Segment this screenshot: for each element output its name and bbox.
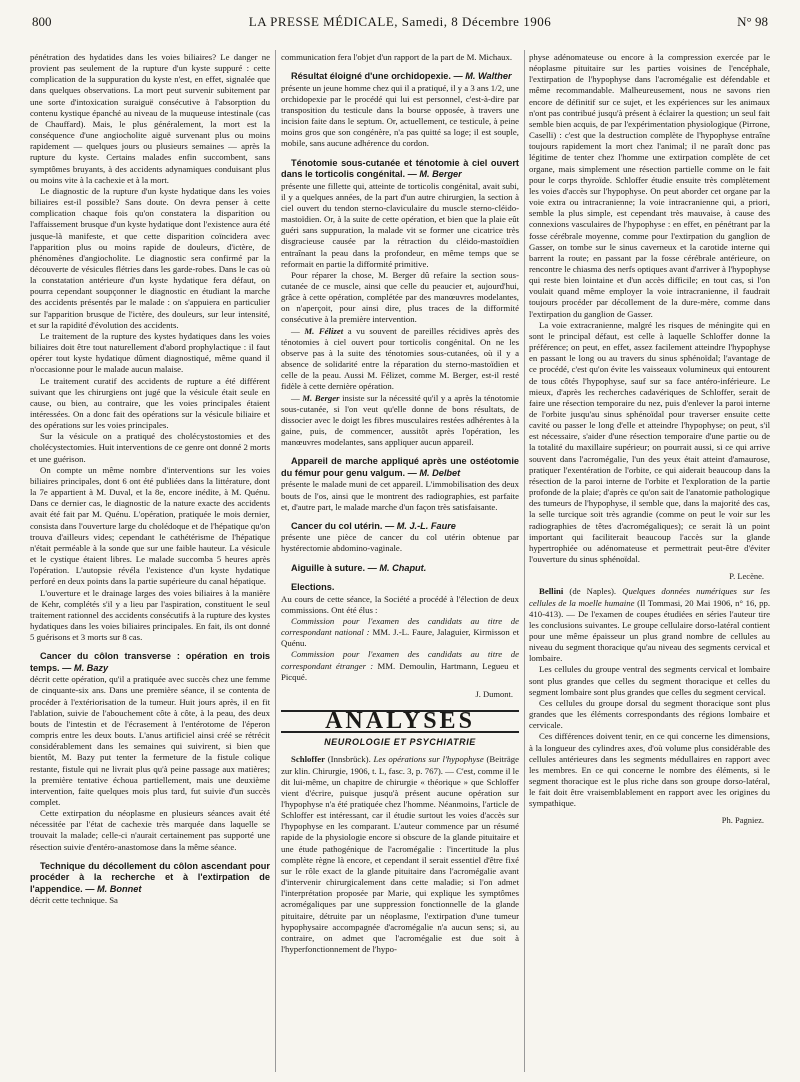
- paragraph: Pour réparer la chose, M. Berger dû refaire la section sous-cutanée de ce muscle, ainsi que celle du peaucier et, aujourd'hui, grâce à cette opération, complétée par des manœuvres modelantes, on n'aperçoit, pour ainsi dire, plus traces de la difformité consécutive à la première intervention.: [281, 269, 519, 325]
- section-author: M. Chaput.: [379, 562, 427, 573]
- section-title: Elections.: [291, 582, 335, 593]
- issue-number: N° 98: [737, 14, 768, 29]
- review-entry: [281, 754, 519, 955]
- review-author: Schloffer: [291, 754, 326, 765]
- review-entry: [529, 586, 770, 664]
- page-header: [30, 14, 770, 36]
- review-title: Quelques données numériques sur les cellules de la moelle humaine: [529, 586, 770, 608]
- section-heading: Cancer du col utérin. — M. J.-L. Faure: [291, 520, 456, 531]
- column-left: [30, 52, 270, 1072]
- section-title: Technique du décollement du côlon ascendant pour procéder à la recherche et à l'extirpation de l'appendice.: [30, 860, 270, 894]
- section-heading: Aiguille à suture. — M. Chaput.: [291, 562, 427, 573]
- section-heading: Ténotomie sous-cutanée et ténotomie à ciel ouvert dans le torticolis congénital. — M. Berger: [281, 157, 519, 180]
- section-text: Au cours de cette séance, la Société a procédé à l'élection de deux commissions. Ont été élus :: [281, 593, 519, 615]
- section-heading: Cancer du côlon transverse : opération en trois temps. — M. Bazy: [30, 651, 270, 673]
- section-text: présente le malade muni de cet appareil. L'immobilisation des deux bouts de l'os, ainsi que le montrent des radiographies, est parfaite et, d'autre part, le malade marche d'un façon très satisfaisante.: [281, 479, 519, 512]
- section-title: Appareil de marche appliqué après une ostéotomie du fémur pour genu valgum.: [281, 456, 519, 478]
- page-number: 800: [32, 14, 52, 29]
- section-author: M. Berger: [302, 392, 340, 403]
- election-entry: [281, 616, 519, 649]
- paragraph: communication fera l'objet d'un rapport de la part de M. Michaux.: [281, 52, 513, 62]
- review-reference: (Beiträge zur klin. Chirurgie, 1906, t. L, fasc. 3, p. 767).: [281, 754, 519, 776]
- paragraph: pénétration des hydatides dans les voies biliaires? Le danger ne provient pas seulement de la rupture d'un kyste suppuré : cette complication de la suppuration du kyste n'est, en effet, signalée que dans quelques observations. La mort peut survenir subitement par une sorte d'intoxication suraiguë consécutive à l'absorption du contenu kystique épanché au niveau de la muqueuse intestinale (cas de Chauffard). Mais, le plus généralement, la mort est la conséquence d'une angiocholite aiguë survenant plus ou moins rapidement — quelques jours ou plusieurs semaines — après la rupture du kyste. Certains malades enfin succombent, sans symptômes bruyants, à des accidents adynamiques conduisant plus ou moins vite à la cachexie et à la mort.: [30, 52, 270, 185]
- paragraph: Les cellules du groupe ventral des segments cervical et lombaire sont plus grandes que celles du segment thoracique et celles du segment lombaire sont plus grandes que celles du segment cervical.: [529, 664, 770, 697]
- review-reference: (Il Tommasi, 20 Mai 1906, n° 16, pp. 410-413).: [529, 597, 770, 619]
- review-place: (de Naples).: [569, 586, 617, 597]
- paragraph: Cette extirpation du néoplasme en plusieurs séances avait été nécessitée par l'état de cachexie très marquée dans laquelle se trouvait la malade; celle-ci n'aurait certainement pas supporté une résection suivie d'entéro-anastomose dans la même séance.: [30, 808, 270, 852]
- paragraph: On compte un même nombre d'interventions sur les voies biliaires principales, dont 6 ont été publiées dans la littérature, dont la 7e appartient à M. Duval, et la 8e, encore inédite, à M. Quénu. Dans ce dernier cas, le diagnostic de la nature exacte des accidents avait été fait par M. Quénu. L'opération, pratiquée le mois dernier, consista dans l'ouverture large du cholédoque et de l'hépatique qu'on trouva d'ailleurs vides; cependant le cathétérisme de l'hépatique n'était perméable à la sonde que sur une faible hauteur. La vésicule et le cystique étaient libres. Le malade succomba 5 heures après l'opération. L'autopsie révéla l'existence d'un kyste hydatique perforé en deux points dans la partie supérieure du canal hépatique.: [30, 464, 270, 587]
- paragraph: La voie extracranienne, malgré les risques de méningite qui en sont le principal défaut, est celle à laquelle Schloffer donne la préférence; on peut, en effet, assez facilement atteindre l'hypophyse en passant le long ou au travers du sinus sphénoïdal; l'avantage de ce procédé, c'est qu'on évite les vaisseaux volumineux qui entourent de tous côtés l'hypophyse, sauf sur sa face antéro-inférieure. Le mieux, d'après les recherches cadavériques de Schloffer, serait de faire une résection temporaire du nez, puis d'enlever la paroi interne de l'orbite jusqu'au sinus sphénoïdal pour traverser ensuite cette cavité ou passer le long d'elle et atteindre l'hypophyse; on peut, s'il est nécessaire, s'aider d'une résection temporaire d'une partie ou de la totalité du maxillaire supérieur; on pourrait aussi, si ce qui arrive souvent dans l'acromégalie, l'un des yeux était atteint d'amaurose, pratiquer l'exentération de l'orbite, ce qui aiderait beaucoup dans la résection de la paroi interne de l'orbite et l'exploration de la partie profonde de la plaie; d'après ce qu'on sait de l'anatomie pathologique des tumeurs de l'hypophyse, il semble que, dans la majorité des cas, la selle turcique soit très agrandie (comme on peut le voir sur les radiographies de têtes d'acromégaliques); ce serait là un point important qui faciliterait beaucoup l'accès sur la glande hypertrophiée ou adénomateuse et permettrait peut-être d'éviter l'ouverture du sinus sphénoïdal.: [529, 319, 770, 565]
- review-text: — C'est, comme il le dit lui-même, un chapitre de chirurgie « théorique » que Schloffer vient d'écrire, puisque jusqu'à présent aucune opération sur l'hypophyse n'a été pratiquée chez l'homme. Néanmoins, l'article de Schloffer est intéressant, car il étudie surtout les voies d'accès sur l'hypophyse en les comparant. L'auteur commence par un résumé rapide de la physiologie encore si obscure de la glande pituitaire et une étude pathogénique de l'acromégalie : l'incertitude la plus complète règne là encore, et cependant il serait essentiel d'être fixé sur le rôle exact de la glande pituitaire dans l'acromégalie avant d'intervenir chirurgicalement dans cette maladie; si l'on admet l'interprétation proposée par Marie, qui explique les symptômes acromégaliques par une suppression fonctionnelle de la glande pituitaire, détruite par un néoplasme, l'extirpation d'une tumeur hypophysaire accompagnée d'acromégalie n'a aucun sens; si, au contraire, on admet que l'acromégalie est due soit à l'hyperfonctionnement de l'hypo-: [281, 765, 519, 954]
- section-heading: Technique du décollement du côlon ascendant pour procéder à la recherche et à l'extirpation de l'appendice. — M. Bonnet: [30, 860, 270, 894]
- paragraph: Le traitement de la rupture des kystes hydatiques dans les voies biliaires doit être tout naturellement d'abord prophylactique : il faut opérer tout kyste hydatique dûment diagnostiqué, même quand il n'occasionne pour le malade aucun malaise.: [30, 330, 270, 375]
- signature: J. Dumont.: [475, 688, 513, 699]
- section-author: M. J.-L. Faure: [396, 520, 456, 531]
- section-text: décrit cette opération, qu'il a pratiquée avec succès chez une femme de cinquante-six ans. Dans une première séance, il se contenta de procéder à l'extériorisation de la tumeur. Huit jours après, il en fit l'ablation, suivie de l'abouchement côte à côte, à la peau, des deux bouts de l'intestin et de l'écrasement à l'entérotome de l'éperon compris entre les deux bouts. L'anus artificiel ainsi créé se rétrécit considérablement dans les semaines qui suivirent, si bien que bientôt, M. Bazy put tenter la fermeture de la fistule colique restante, fistule qui ne livrait plus qu'à peine passage aux matières; la première tentative échoua partiellement, mais une deuxième intervention, faite quelques mois plus tard, fut suivie d'un succès complet.: [30, 674, 270, 807]
- review-title: Les opérations sur l'hypophyse: [373, 754, 484, 765]
- section-author: M. Walther: [465, 71, 512, 82]
- paragraph: physe adénomateuse ou encore à la compression exercée par le néoplasme pituitaire sur les parties voisines de l'encéphale, l'extirpation de l'hypophyse dans l'acromégalie est défendable et même recommandable. Malheureusement, nous ne savons rien encore de définitif sur ce sujet, et les expériences sur les animaux n'ont pas contribué jusqu'à présent à éclairer la question; un seul fait semble bien acquis, de par l'expérimentation physiologique (Pirrone, Caselli) : c'est que la destruction complète de l'hypophyse entraîne toujours rapidement la mort chez l'animal; il ne paraît donc pas légitime de tenter chez l'homme une extirpation complète de cet organe, mais simplement une résection partielle comme on le fait pour le corps thyroïde. Schloffer étudie ensuite très complètement les voies d'accès sur l'hypophyse. On peut aborder cet organe par la voie extra ou intracranienne; la voie intracranienne qui, a priori, semble la plus simple, est cependant très mauvaise, à cause des connexions vasculaires de l'hypophyse : en effet, en pénétrant par la fosse cérébrale moyenne, comme pour l'extirpation du ganglion de Gasser, on tombe sur le sinus caverneux et la carotide interne qui barrent la route; en passant par la fosse cérébrale antérieure, on rencontre le chiasma des nerfs optiques avant d'arriver à l'hypophyse qui reste bien lointaine et d'un accès difficile; en tout cas, si l'on voulait quand même employer la voie intracranienne, il faudrait toujours procéder par décollement de la dure-mère, comme dans l'extirpation du ganglion de Gasser.: [529, 52, 770, 319]
- journal-title: LA PRESSE MÉDICALE, Samedi, 8 Décembre 1906: [248, 14, 552, 29]
- paragraph: Ces cellules du groupe dorsal du segment thoracique sont plus grandes que les éléments correspondants des régions lombaire et cervicale.: [529, 697, 770, 731]
- section-title: Ténotomie sous-cutanée et ténotomie à ciel ouvert dans le torticolis congénital.: [281, 157, 519, 180]
- column-right: [529, 52, 770, 1072]
- signature: P. Lecène.: [729, 571, 764, 582]
- section-author: M. Bazy: [73, 662, 109, 673]
- paragraph: Sur la vésicule on a pratiqué des cholécystostomies et des cholécystectomies. Huit interventions de ce genre ont donné 2 morts et une guérison.: [30, 431, 270, 464]
- column-middle: [281, 52, 519, 1072]
- paragraph: Le diagnostic de la rupture d'un kyste hydatique dans les voies biliaires est-il possible? Sans doute. On devra penser à cette complication chaque fois qu'on constatera la disparition ou l'affaissement brusque d'un kyste hydatique dont l'existence aura été jusque-là manifeste, et que cette disparition coïncidera avec l'apparition plus ou moins rapide de douleurs, d'ictère, de phénomènes d'angiocholite. Le diagnostic sera confirmé par la découverte de vésicules flétries dans les garde-robes. Dans le cas où la constatation antérieure d'un kyste hydatique fera défaut, on pourra cependant soupçonner le diagnostic en étudiant la marche des accidents présentés par le malade : on s'appuiera en particulier sur l'apparition brusque de l'ictère, des douleurs, sur leur intensité, et sur la rapidité d'évolution des accidents.: [30, 185, 270, 330]
- column-rule: [275, 50, 276, 1072]
- section-title: Résultat éloigné d'une orchidopexie.: [291, 71, 451, 82]
- review-text: — De l'examen de coupes étudiées en séries l'auteur tire les conclusions suivantes. Le groupe cellulaire dorso-latéral contient pour une même épaisseur un plus grand nombre de cellules au niveau du segment thoracique qu'au niveau des segments cervical et lombaire.: [529, 608, 770, 664]
- section-text: a vu souvent de pareilles récidives après des ténotomies à ciel ouvert pour torticolis congénital. On ne les observe pas à la suite des ténotomies sous-cutanées, où il y a absence de solidarité entre la réparation du sterno-mastoïdien et celle de la peau. Aussi M. Félizet, comme M. Berger, est-il resté fidèle à cette dernière opération.: [281, 325, 519, 392]
- section-title: Cancer du côlon transverse : opération en trois temps.: [30, 651, 270, 673]
- section-heading: Appareil de marche appliqué après une ostéotomie du fémur pour genu valgum. — M. Delbet: [281, 456, 519, 478]
- election-names: MM. J.-L. Faure, Jalaguier, Kirmisson et Quénu.: [281, 627, 519, 649]
- review-place: (Innsbrück).: [327, 754, 371, 765]
- section-author: M. Berger: [419, 169, 462, 180]
- section-heading: [281, 582, 519, 594]
- section-heading: Résultat éloigné d'une orchidopexie. — M. Walther: [291, 71, 512, 82]
- election-entry: [281, 649, 519, 682]
- election-names: MM. Demoulin, Hartmann, Legueu et Picqué.: [281, 660, 519, 682]
- section-text: présente une pièce de cancer du col utérin obtenue par hystérectomie abdomino-vaginale.: [281, 532, 519, 554]
- section-author: M. Delbet: [419, 467, 461, 478]
- analyses-banner: ANALYSES: [281, 710, 519, 733]
- paragraph: — M. Félizet a vu souvent de pareilles récidives après des ténotomies à ciel ouvert pour torticolis congénital. On ne les observe pas à la suite des ténotomies sous-cutanées, où il y a absence de solidarité entre la réparation du sterno-mastoïdien et celle de la peau. Aussi M. Félizet, comme M. Berger, est-il resté fidèle à cette dernière opération.: [281, 325, 519, 392]
- paragraph: L'ouverture et le drainage larges des voies biliaires à la manière de Kehr, complétés s'il y a lieu par l'aspiration, constituent le seul traitement rationnel des accidents consécutifs à la rupture des kystes hydatiques dans les voies biliaires principales. En fait, ils ont donné 5 guérisons et 3 morts sur 8 cas.: [30, 587, 270, 643]
- election-label: Commission pour l'examen des candidats au titre de correspondant étranger :: [281, 649, 519, 671]
- paragraph: — M. Berger insiste sur la nécessité qu'il y a après la ténotomie sous-cutanée, si l'on veut qu'elle donne de bons résultats, de dissocier avec le doigt les fibres musculaires restées adhérentes à la gaine, puis, de commencer, aussitôt après l'opération, les manœuvres modelantes, sans appliquer aucun appareil.: [281, 392, 519, 448]
- paragraph: Ces différences doivent tenir, en ce qui concerne les dimensions, à la longueur des cylindres axes, d'où volume plus considérable des cellules antérieures dans les segments médullaires en rapport avec les membres. En ce qui concerne le nombre des éléments, si le segment thoracique est le plus riche dans son groupe dorso-latéral, le fait doit être vraisemblablement en rapport avec les origines du sympathique.: [529, 731, 770, 809]
- election-label: Commission pour l'examen des candidats au titre de correspondant national :: [281, 615, 519, 638]
- section-author: M. Bonnet: [97, 883, 142, 894]
- section-text: présente une fillette qui, atteinte de torticolis congénital, avait subi, il y a quelques années, de la part d'un autre chirurgien, la section à ciel ouvert du tendon sterno-claviculaire du muscle sterno-cléido-mastoïdien. Or, à la suite de cette opération, et bien que la plaie eût guéri sans suppuration, la malade vit se former une cicatrice très disgracieuse causée par la rétraction du cléido-mastoïdien entraînant la peau dans la profondeur, en même temps que se reformait en partie la difformité primitive.: [281, 180, 519, 269]
- column-rule: [524, 50, 525, 1072]
- section-title: Aiguille à suture.: [291, 562, 366, 573]
- section-title: Cancer du col utérin.: [291, 520, 383, 531]
- section-text: insiste sur la nécessité qu'il y a après la ténotomie sous-cutanée, si l'on veut qu'elle donne de bons résultats, de dissocier avec le doigt les fibres musculaires restées adhérentes à la gaine, puis, de commencer, aussitôt après l'opération, les manœuvres modelantes, sans appliquer aucun appareil.: [281, 392, 519, 448]
- section-text: décrit cette technique. Sa: [30, 895, 118, 906]
- paragraph: Le traitement curatif des accidents de rupture a été différent suivant que les chirurgiens ont jugé que la vésicule était seule en cause, ou bien, au contraire, que les voies principales étaient intéressées. On a donc fait des opérations sur la vésicule biliaire et des opérations sur les voies principales.: [30, 375, 270, 431]
- section-author: M. Félizet: [304, 325, 344, 336]
- review-author: Bellini: [539, 586, 564, 597]
- analyses-subtitle: NEUROLOGIE ET PSYCHIATRIE: [324, 737, 476, 748]
- signature: Ph. Pagniez.: [721, 815, 764, 826]
- section-text: présente un jeune homme chez qui il a pratiqué, il y a 3 ans 1/2, une orchidopexie par le procédé qui lui est personnel, c'est-à-dire par transposition du testicule dans la bourse opposée, à travers une incision faite dans le septum. Or, actuellement, ce testicule, à peine moins gros que son congénère, n'a pas quitté sa loge; il est souple, mobile, sans aucune adhérence du cordon.: [281, 82, 519, 149]
